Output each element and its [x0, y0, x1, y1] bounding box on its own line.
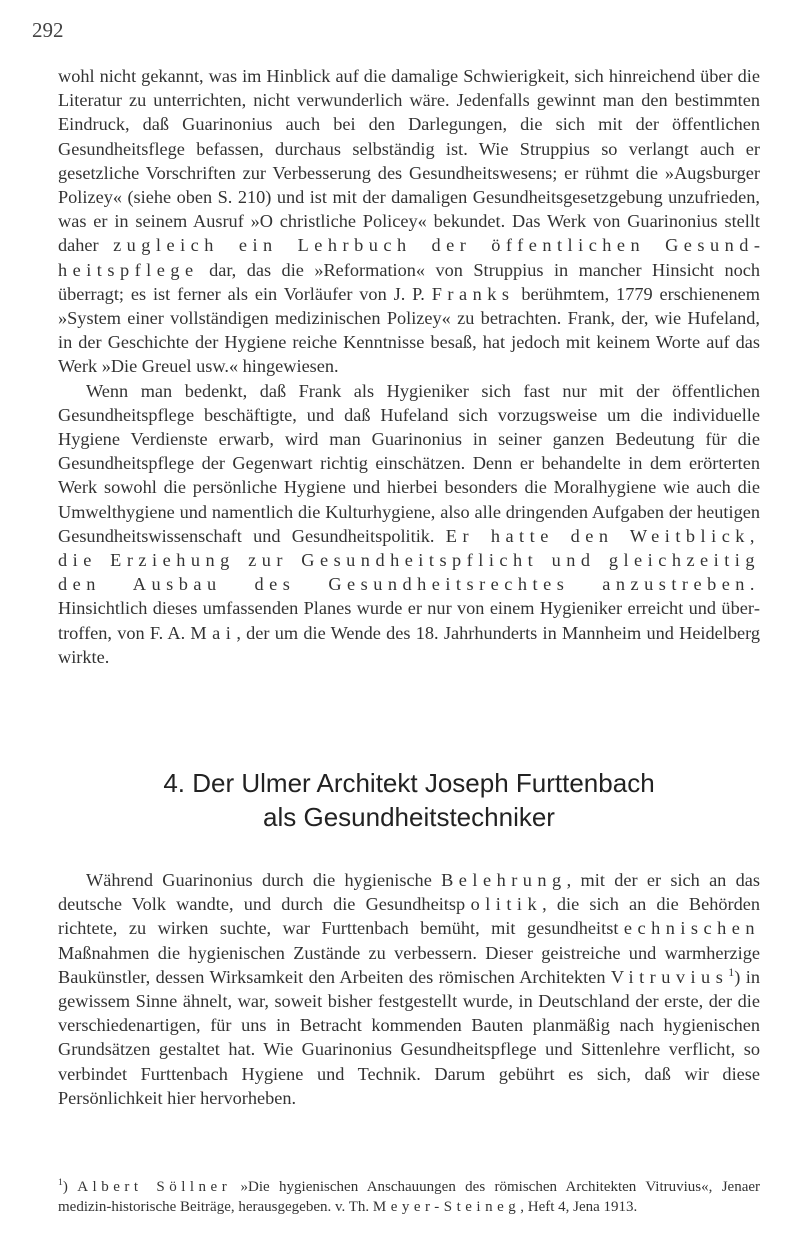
footnote-author: Albert Söllner: [77, 1179, 232, 1195]
spaced-emphasis: Er hatte den Weitblick, die Erziehung zur Gesundheitspflicht und gleichzeitig den Ausbau des Gesundheitsrechtes anzustreben.: [58, 525, 760, 595]
paragraph-2: [58, 379, 760, 669]
page-number: 292: [32, 18, 64, 42]
footnote-reference: 1: [728, 964, 735, 979]
section-text: [58, 868, 760, 1110]
text-run: berühmtem, 1779 erschienenem »System einer vollständigen medizinischen Polizey« zu betrachten. Frank, der, wie Hufeland, in der Geschichte der Hygiene reiche Kenntnisse besaß, hat jedoch mit keinem Worte auf das Werk »Die Greuel usw.« hingewiesen.: [58, 283, 760, 377]
section-heading-line-2: als Gesundheitstechniker: [263, 802, 555, 832]
text-run: Maßnahmen die hygienischen Zustände zu verbessern. Dieser geistreiche und warmherzige Baukünstler, dessen Wirksamkeit den Arbeiten des römischen Architekten: [58, 942, 760, 987]
spaced-emphasis: Vitruvius: [610, 966, 729, 987]
paragraph-1: [58, 64, 760, 379]
footnote-editor: Meyer-Steineg: [372, 1199, 521, 1215]
text-run: , die sich an die Behörden richtete, zu wirken suchte, war Furttenbach bemüht, mit gesundheits: [58, 894, 760, 939]
spaced-emphasis: technischen: [613, 918, 760, 939]
spaced-emphasis: politik: [455, 894, 543, 915]
text-run: ) in gewissem Sinne ähnelt, war, soweit bisher festgestellt wurde, in Deutschland der erste, der die verschiedenartigen, für uns in Betracht kommenden Bauten planmäßig nach hygienischen Grundsätzen gestaltet hat. Wie Guarinonius Gesundheitspflege und Sittenlehre verflicht, so verbindet Furttenbach Hygiene und Technik. Darum gebührt es sich, daß wir diese Persönlichkeit hier hervorheben.: [58, 966, 760, 1108]
text-run: , Heft 4, Jena 1913.: [520, 1199, 638, 1215]
text-run: Während Guarinonius durch die hygienische: [86, 870, 442, 890]
spaced-emphasis: Franks: [431, 283, 515, 304]
main-text: [58, 64, 760, 669]
text-run: , mit der er sich an das deutsche Volk wandte, und durch die Gesundheits: [58, 870, 760, 915]
paragraph-3: [58, 868, 760, 1110]
text-run: , der um die Wende des 18. Jahrhunderts in Mannheim und Heidelberg wirkte.: [58, 622, 760, 667]
text-run: »Die hygienischen Anschauungen des römischen Architekten Vitruvius«, Jenaer medizin-historische Beiträge, herausgegeben. v. Th.: [58, 1179, 761, 1215]
text-run: ): [62, 1179, 78, 1195]
spaced-emphasis: zugleich ein Lehrbuch der öffentlichen Gesundheitspflege: [58, 235, 760, 280]
footnote-1: [58, 1177, 760, 1217]
text-run: Wenn man bedenkt, daß Frank als Hygieniker sich fast nur mit der öffentlichen Gesundheitspflege beschäftigte, und daß Hufeland sich vorzugsweise um die individuelle Hygiene Verdienste erwarb, wird man Guarinonius in seiner ganzen Bedeutung für die Gesundheitspflege der Gegenwart richtig einschätzen. Denn er behandelte in dem erörterten Werk sowohl die persönliche Hygiene und hierbei besonders die Moralhygiene wie auch die Umwelthygiene und namentlich die Kulturhygiene, also alle dringenden Aufgaben der heutigen Gesundheitswissenschaft und Gesundheitspolitik.: [58, 380, 760, 546]
section-heading-line-1: 4. Der Ulmer Architekt Joseph Furttenbach: [163, 768, 655, 798]
text-run: dar, das die »Reformation« von Struppius in mancher Hinsicht noch überragt; es ist ferner als ein Vorläufer von J. P.: [58, 259, 760, 304]
text-run: wohl nicht gekannt, was im Hinblick auf die damalige Schwierigkeit, sich hinreichend über die Literatur zu unterrichten, nicht verwunderlich wäre. Jedenfalls gewinnt man den bestimmten Eindruck, daß Guarinonius auch bei den Darlegungen, die sich mit der öffentlichen Gesundheitsflege befassen, durchaus selbständig ist. Wie Struppius so verlangt auch er gesetzliche Vorschriften zur Verbesserung des Gesundheitswesens; er rühmt die »Augsburger Polizey« (siehe oben S. 210) und ist mit der damaligen Gesundheitsgesetzgebung unzufrieden, was er in seinem Ausruf »O christliche Policey« bekundet. Das Werk von Guarinonius stellt daher: [58, 66, 760, 256]
spaced-emphasis: Mai: [190, 622, 237, 643]
text-run: Hinsichtlich dieses umfassenden Planes wurde er nur von einem Hygieniker erreicht und übertroffen, von F. A.: [58, 598, 760, 643]
footnote-marker: 1: [58, 1177, 63, 1188]
spaced-emphasis: Belehrung: [441, 870, 567, 890]
section-heading: [58, 766, 760, 834]
footnote: [58, 1177, 760, 1217]
